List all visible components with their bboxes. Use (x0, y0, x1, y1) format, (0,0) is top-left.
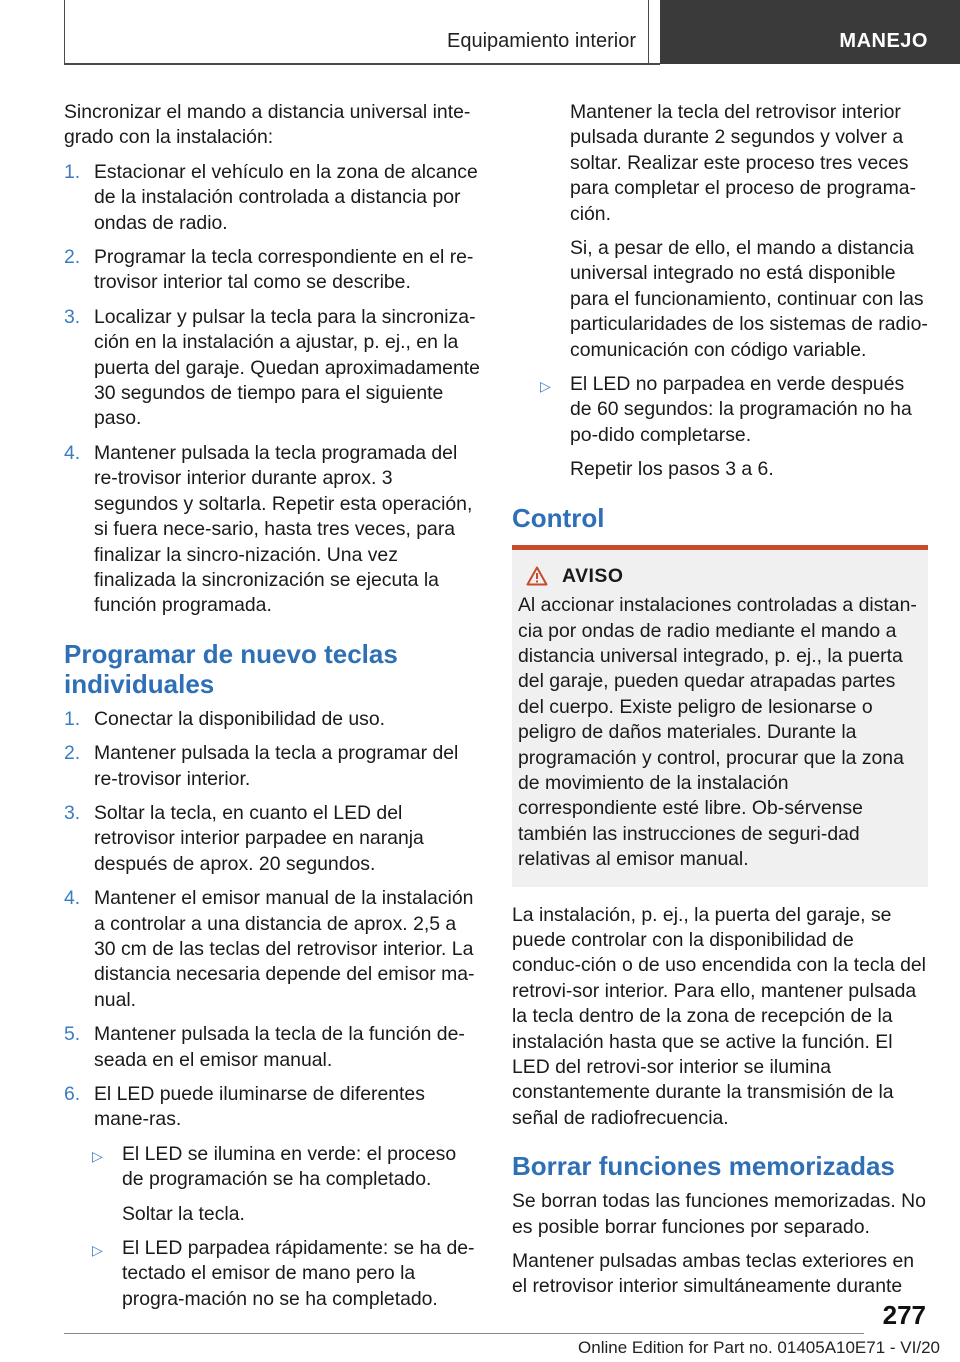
warning-title: AVISO (562, 564, 624, 587)
chapter-tab (660, 0, 960, 64)
step-text: Soltar la tecla, en cuanto el LED del retrovisor interior parpadee en naranja después de aprox. 20 segundos. (94, 801, 424, 875)
left-column (64, 100, 480, 1321)
heading-programar: Programar de nuevo teclas individuales (64, 638, 398, 699)
warning-text: Al accionar instalaciones controladas a distan-cia por ondas de radio mediante el mando a distancia universal integrado, p. ej., la puerta del garaje, pueden quedar atrapadas partes del cuerpo. Existe peligro de lesionarse o peligro de daños materiales. Durante la programación y control, procurar que la zona de movimiento de la instalación correspondiente esté libre. Ob-sérvense también las instrucciones de seguri-dad relativas al emisor manual. (518, 594, 917, 871)
list-item (64, 441, 480, 619)
header-separator (648, 0, 649, 64)
heading-borrar: Borrar funciones memorizadas (512, 1151, 895, 1182)
step-text: El LED puede iluminarse de diferentes mane-ras. (94, 1083, 425, 1131)
control-paragraph: La instalación, p. ej., la puerta del garaje, se puede controlar con la disponibilidad de conduc-ción o de uso encendida con la tecla del retrovi-sor interior. Para ello, mantener pulsada la tecla dentro de la zona de recepción de la instalación hasta que se active la función. El LED del retrovi-sor interior se ilumina constantemente durante la transmisión de la señal de radiofrecuencia. (512, 903, 926, 1129)
list-item (64, 1022, 480, 1073)
bullet-subtext: Repetir los pasos 3 a 6. (570, 458, 774, 481)
list-item (64, 886, 480, 1013)
bullet-subtext: Soltar la tecla. (122, 1202, 245, 1225)
continued-text: Si, a pesar de ello, el mando a distancia universal integrado no está disponible para el funcionamiento, continuar con las particularidades de los sistemas de radio-comunicación con código variable. (570, 237, 928, 361)
list-item (64, 741, 480, 792)
step-text: Conectar la disponibilidad de uso. (94, 707, 386, 730)
header-bottom-rule (64, 63, 660, 65)
chapter-label: MANEJO (839, 30, 928, 52)
list-item (64, 305, 480, 432)
step-number: 1. (64, 160, 81, 183)
list-item (64, 1082, 480, 1133)
bullet-text: El LED parpadea rápidamente: se ha de-tectado el emisor de mano pero la progra-mación no se ha completado. (122, 1237, 475, 1310)
borrar-paragraph: Se borran todas las funciones memorizadas. No es posible borrar funciones por separado. (512, 1190, 926, 1238)
step-number: 4. (64, 441, 81, 464)
step-text: Mantener pulsada la tecla de la función de-seada en el emisor manual. (94, 1023, 465, 1071)
heading-control: Control (512, 502, 605, 533)
list-item (64, 707, 480, 732)
bullet-item (512, 372, 928, 448)
footer-edition: Online Edition for Part no. 01405A10E71 - VI/20 (578, 1338, 940, 1357)
triangle-bullet-icon: ▷ (92, 1242, 103, 1259)
list-item (64, 801, 480, 877)
triangle-bullet-icon: ▷ (540, 378, 551, 395)
continued-text: Mantener la tecla del retrovisor interior pulsada durante 2 segundos y volver a soltar. Realizar este proceso tres veces para completar el proceso de programa-ción. (570, 101, 916, 225)
step-number: 3. (64, 305, 81, 328)
step-number: 5. (64, 1023, 81, 1046)
bullet-text: El LED no parpadea en verde después de 60 segundos: la programación no ha po-dido completarse. (570, 373, 912, 446)
right-column (512, 100, 928, 1309)
step-number: 1. (64, 707, 81, 730)
bullet-text: El LED se ilumina en verde: el proceso de programación se ha completado. (122, 1142, 457, 1191)
section-title: Equipamiento interior (447, 30, 636, 52)
step-number: 2. (64, 246, 81, 269)
step-number: 2. (64, 742, 81, 765)
step-number: 4. (64, 887, 81, 910)
step-text: Mantener pulsada la tecla programada del re-trovisor interior durante aprox. 3 segundos y soltarla. Repetir esta operación, si fuera nece-sario, hasta tres veces, para finalizar la sincro-nización. Una vez finalizada la sincronización se ejecuta la función programada. (94, 441, 473, 617)
warning-header (526, 564, 922, 589)
page-number: 277 (882, 1300, 926, 1330)
warning-triangle-icon (526, 566, 548, 586)
footer-rule (64, 1333, 864, 1334)
step-text: Estacionar el vehículo en la zona de alcance de la instalación controlada a distancia por ondas de radio. (94, 160, 478, 234)
bullet-item (64, 1236, 480, 1312)
borrar-paragraph: Mantener pulsadas ambas teclas exteriores en el retrovisor interior simultáneamente durante (512, 1250, 915, 1298)
bullet-item (64, 1142, 480, 1193)
step-text: Programar la tecla correspondiente en el re-trovisor interior tal como se describe. (94, 246, 474, 294)
intro-paragraph: Sincronizar el mando a distancia universal inte-grado con la instalación: (64, 101, 471, 149)
step-number: 6. (64, 1083, 81, 1105)
header-left-rule (64, 0, 65, 64)
list-item (64, 245, 480, 296)
list-item (64, 160, 480, 236)
step-text: Mantener el emisor manual de la instalación a controlar a una distancia de aprox. 2,5 a 30 cm de las teclas del retrovisor interior. La distancia necesaria depende del emisor ma-nual. (94, 887, 475, 1011)
step-text: Localizar y pulsar la tecla para la sincroniza-ción en la instalación a ajustar, p. ej., en la puerta del garaje. Quedan aproximadamente 30 segundos de tiempo para el siguiente paso. (94, 305, 480, 430)
triangle-bullet-icon: ▷ (92, 1147, 103, 1164)
warning-box (512, 545, 928, 887)
step-number: 3. (64, 801, 81, 824)
step-text: Mantener pulsada la tecla a programar del re-trovisor interior. (94, 742, 459, 790)
